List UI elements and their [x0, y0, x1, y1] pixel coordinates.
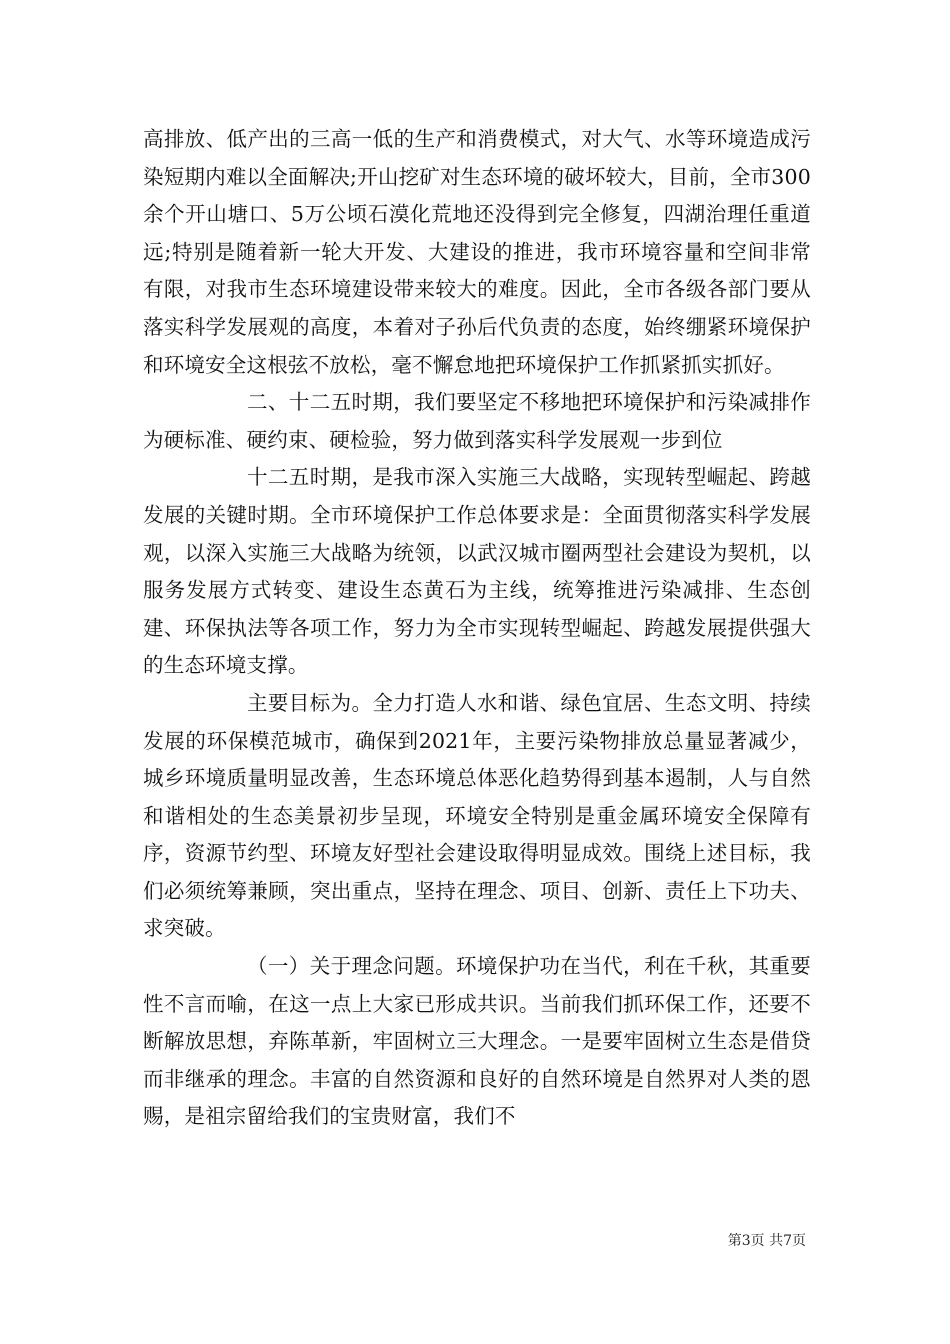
paragraph-3: 十二五时期，是我市深入实施三大战略，实现转型崛起、跨越发展的关键时期。全市环境保护工作总体要求是：全面贯彻落实科学发展观，以深入实施三大战略为统领，以武汉城市圈两型社会建设为契机，以服务发展方式转变、建设生态黄石为主线，统筹推进污染减排、生态创建、环保执法等各项工作，努力为全市实现转型崛起、跨越发展提供强大的生态环境支撑。 [143, 465, 811, 678]
page-number-footer: 第3页 共7页 [727, 1233, 806, 1249]
paragraph-4: 主要目标为。全力打造人水和谐、绿色宜居、生态文明、持续发展的环保模范城市，确保到2021年，主要污染物排放总量显著减少，城乡环境质量明显改善，生态环境总体恶化趋势得到基本遏制，人与自然和谐相处的生态美景初步呈现，环境安全特别是重金属环境安全保障有序，资源节约型、环境友好型社会建设取得明显成效。围绕上述目标，我们必须统筹兼顾，突出重点，坚持在理念、项目、创新、责任上下功夫、求突破。 [143, 690, 811, 941]
paragraph-1: 高排放、低产出的三高一低的生产和消费模式，对大气、水等环境造成污染短期内难以全面解决;开山挖矿对生态环境的破坏较大，目前，全市300余个开山塘口、5万公顷石漠化荒地还没得到完全修复，四湖治理任重道远;特别是随着新一轮大开发、大建设的推进，我市环境容量和空间非常有限，对我市生态环境建设带来较大的难度。因此，全市各级各部门要从落实科学发展观的高度，本着对子孙后代负责的态度，始终绷紧环境保护和环境安全这根弦不放松，毫不懈怠地把环境保护工作抓紧抓实抓好。 [143, 127, 811, 377]
paragraph-2-heading: 二、十二五时期，我们要坚定不移地把环境保护和污染减排作为硬标准、硬约束、硬检验，努力做到落实科学发展观一步到位 [143, 390, 811, 452]
document-body [143, 121, 811, 1136]
paragraph-5: （一）关于理念问题。环境保护功在当代，利在千秋，其重要性不言而喻，在这一点上大家已形成共识。当前我们抓环保工作，还要不断解放思想，弃陈革新，牢固树立三大理念。一是要牢固树立生态是借贷而非继承的理念。丰富的自然资源和良好的自然环境是自然界对人类的恩赐，是祖宗留给我们的宝贵财富，我们不 [143, 954, 811, 1129]
